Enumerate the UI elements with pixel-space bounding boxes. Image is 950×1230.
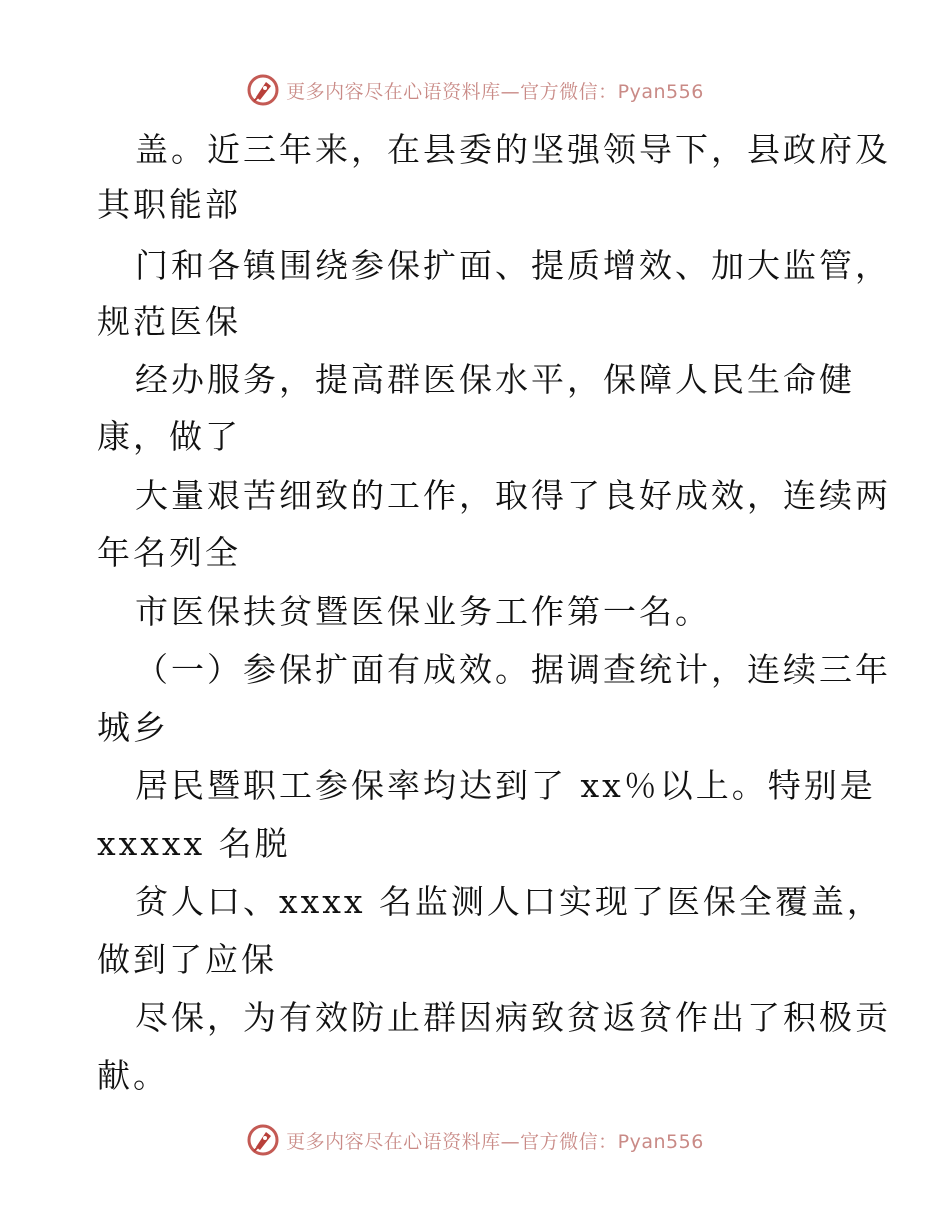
text-line: （一）参保扩面有成效。据调查统计，连续三年 <box>135 650 891 689</box>
text-line: 其职能部 <box>97 185 241 224</box>
text-line: xxxxx 名脱 <box>97 824 291 863</box>
text-line: 盖。近三年来，在县委的坚强领导下，县政府及 <box>135 130 891 169</box>
text-line: 贫人口、xxxx 名监测人口实现了医保全覆盖， <box>135 882 883 921</box>
watermark-text: 更多内容尽在心语资料库—官方微信：Pyan556 <box>286 1130 704 1153</box>
text-line: 献。 <box>97 1056 169 1095</box>
pen-nib-logo-icon <box>246 73 280 107</box>
text-line: 居民暨职工参保率均达到了 xx％以上。特别是 <box>135 766 876 805</box>
text-line: 市医保扶贫暨医保业务工作第一名。 <box>135 592 711 631</box>
header-watermark-banner <box>0 72 950 108</box>
text-line: 大量艰苦细致的工作，取得了良好成效，连续两 <box>135 476 891 515</box>
text-line: 尽保，为有效防止群因病致贫返贫作出了积极贡 <box>135 998 891 1037</box>
text-line: 城乡 <box>97 708 169 747</box>
text-line: 经办服务，提高群医保水平，保障人民生命健 <box>135 360 855 399</box>
text-line: 做到了应保 <box>97 940 277 979</box>
text-line: 年名列全 <box>97 533 241 572</box>
text-line: 规范医保 <box>97 302 241 341</box>
text-line: 康，做了 <box>97 417 241 456</box>
pen-nib-logo-icon <box>246 1123 280 1157</box>
footer-watermark-banner <box>0 1122 950 1158</box>
watermark-text: 更多内容尽在心语资料库—官方微信：Pyan556 <box>286 80 704 103</box>
text-line: 门和各镇围绕参保扩面、提质增效、加大监管， <box>135 246 891 285</box>
